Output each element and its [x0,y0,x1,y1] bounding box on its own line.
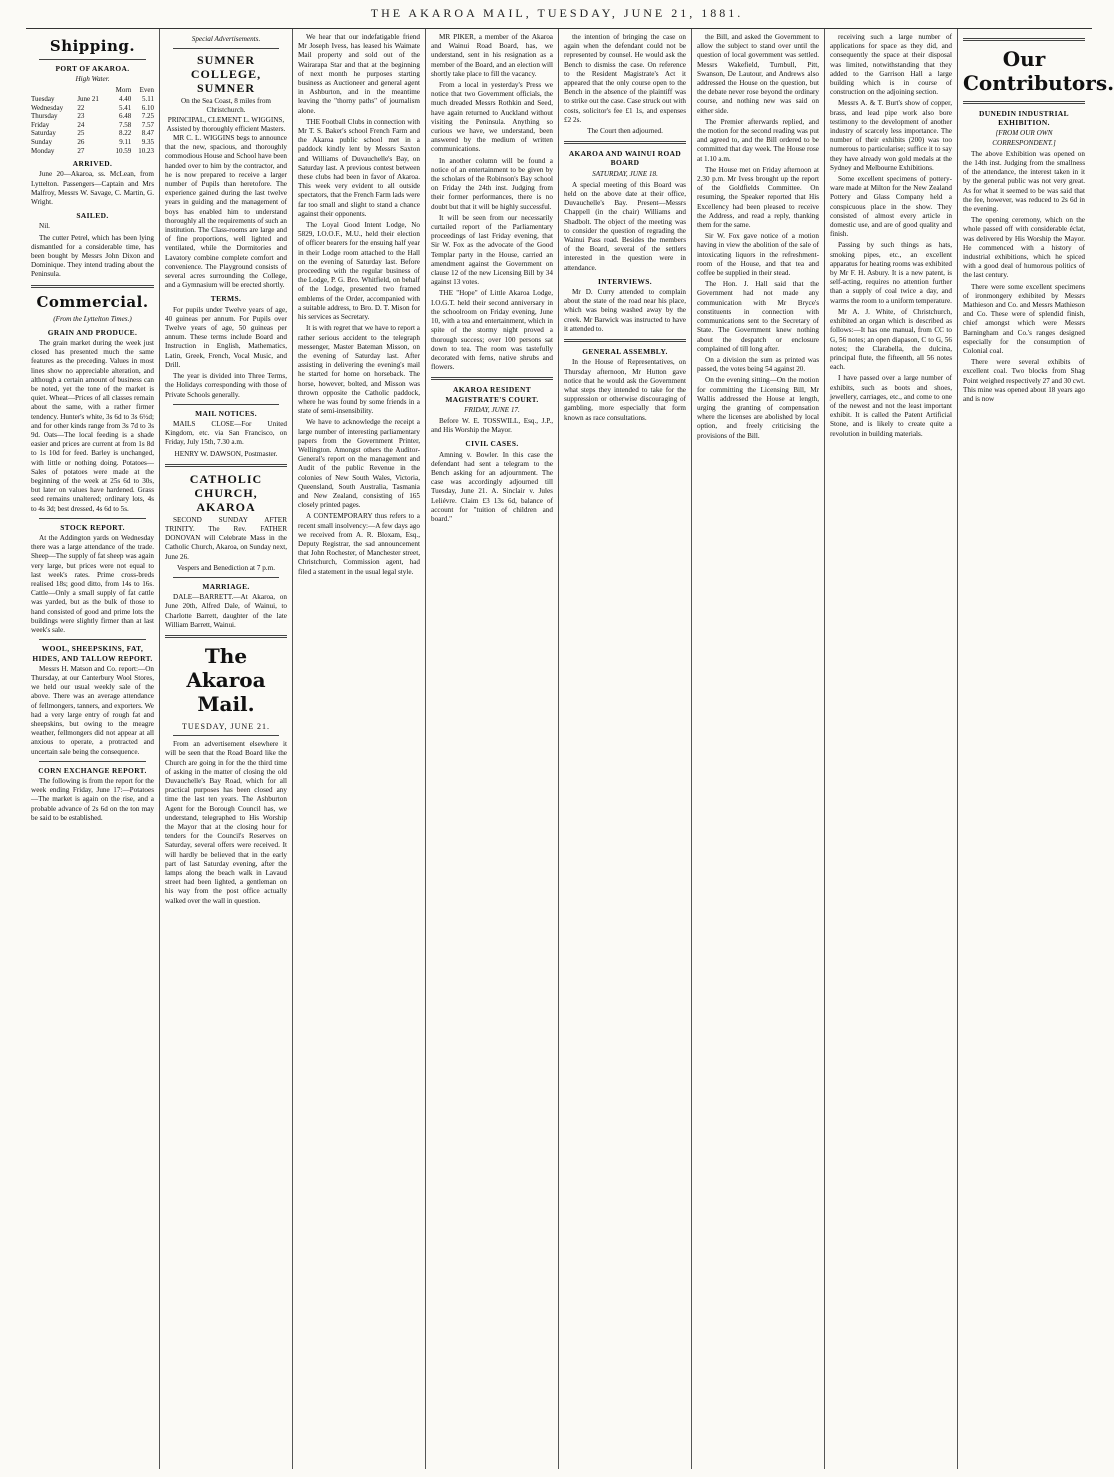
grain-text: The grain market during the week just closed has presented much the same features as the preceding. Values in most lines show no appreciable alteration, and although a certain amount of business can be noted, yet the tone of the market is quiet. Wheat—Prices of all classes remain about the same, with a rather firmer tendency. Hunter's white, 3s 6d to 3s 6½d; and for other kinds range from 3s 7d to 3s 9d. Oats—The local feeding is a shade easier and prices are current at from 1s 8d to 1s 10d for feed. Barley is unchanged, with little or nothing doing. Potatoes—Sales of potatoes were made at the beginning of the week at 25s 6d to 30s, but later on values have hardened. Grass seed remains unaltered; ordinary lots, 4s to 4s 3d; best dressed, 4s 6d to 5s. [31,339,154,513]
paper-title: The Akaroa Mail. [186,643,266,716]
wool-heading: WOOL, SHEEPSKINS, FAT, HIDES, AND TALLOW REPORT. [32,644,153,663]
cutter-text: The cutter Petrel, which has been lying dismantled for a considerable time, has been bought by Messrs John Dixon and Dominique. They intend trading about the Peninsula. [31,233,154,279]
tide-row: Monday 27 10.59 10.23 [31,146,154,155]
marriage-text: DALE—BARRETT.—At Akaroa, on June 20th, Alfred Dale, of Wainui, to Charlotte Barrett, daughter of the late William Barrett, Wainui. [165,593,287,629]
fox-motion-item: Sir W. Fox gave notice of a motion having in view the abolition of the sale of intoxicating liquors in the refreshment-room of the House, and that tea and coffee be supplied in their stead. [697,232,819,278]
arrived-heading: ARRIVED. [72,159,113,169]
road-board-heading: AKAROA AND WAINUI ROAD BOARD [568,149,682,168]
masthead: THE AKAROA MAIL, TUESDAY, JUNE 21, 1881. [370,6,744,20]
court-text: Amning v. Bowler. In this case the defendant had sent a telegram to the Bench asking for an adjournment. The case was accordingly adjourned till Tuesday, June 21. A. Sinclair v. Jules Leliévre. Claim £3 13s 6d, balance of account for "tuition of children and board." [431,450,553,523]
dunedin-heading: DUNEDIN INDUSTRIAL EXHIBITION. [979,109,1069,128]
church-title: CATHOLIC CHURCH, AKAROA [189,471,263,514]
road-board-text: A special meeting of this Board was held on the above date at their office, Duvauchelle's Bay. Present—Messrs Chappell (in the chair) Williams and Shadbolt. The object of the meeting was to consider the question of regrading the Wainui Pass road. Besides the members of the Board, several of the settlers interested in the question were in attendance. [564,180,686,272]
wool-text: Messrs H. Matson and Co. report:—On Thursday, at our Canterbury Wool Stores, we held our usual weekly sale of the above. There was an average attendance of fellmongers, tanners, and exporters. We had a very large entry of rough fat and sheepskins, but owing to the meagre weather, fellmongers did not appear at all anxious to operate, a protracted and uncertain sale being the consequence. [31,664,154,756]
assisted-line: Assisted by thoroughly efficient Masters. [166,124,286,133]
terms-text: For pupils under Twelve years of age, 40 guineas per annum. For Pupils over Twelve years of age, 50 guineas per annum. These terms include Board and Instruction in English, Mathematics, Latin, Greek, French, Vocal Music, and Drill. [165,305,287,369]
court-adjourned: The Court then adjourned. [587,127,663,136]
column-1 [26,29,159,1469]
year-text: The year is divided into Three Terms, the Holidays corresponding with those of Private Schools generally. [165,372,287,399]
column-6 [691,29,824,1469]
piker-item: MR PIKER, a member of the Akaroa and Wainui Road Board, has, we understand, sent in his resignation as a member of the Board, and an election will shortly take place to fill the vacancy. [431,33,553,78]
shipping-title: Shipping. [49,37,136,55]
stock-heading: STOCK REPORT. [60,522,125,532]
tide-row: Saturday 25 8.22 8.47 [31,129,154,138]
court-date: FRIDAY, JUNE 17. [464,405,520,414]
college-text: MR C. L. WIGGINS begs to announce that the new, spacious, and thoroughly commodious House and School have been handed over to him by the contractor, and he is now prepared to receive a larger number of Pupils than heretofore. The experience gained during the last twelve years in guiding and the management of boys has enabled him to understand thoroughly all the requirements of such an institution. The Class-rooms are large and of fine proportions, well lighted and ventilated, while the Dormitories and Lavatory combine complete comfort and convenience. The Playground consists of several acres surrounding the College, and a Gymnasium will be erected shortly. [165,134,287,290]
heating-item: Passing by such things as hats, smoking pipes, etc., an excellent apparatus for heating rooms was exhibited by Mr F. H. Asbury. It is a new patent, is self-acting, requires no attention further than a supply of coal twice a day, and warms the room to a uniform temperature. [830,241,952,305]
court-continued: the intention of bringing the case on again when the defendant could not be represented by counsel. He would ask the Bench to dismiss the case. On reference to the Resident Magistrate's Act it appeared that the only course open to the Bench in the absence of the plaintiff was to strike out the case. Case struck out with costs, solicitor's fee £1 1s, and expenses £2 2s. [564,33,686,124]
newspaper-page [26,28,1114,1469]
exhibition-space-item: receiving such a large number of applications for space as they did, and consequently the space at their disposal was limited, notwithstanding that they added to the Garrison Hall a large building which is in course of construction on the adjoining section. [830,33,952,97]
column-7 [824,29,957,1469]
premier-item: The Premier afterwards replied, and the motion for the second reading was put and agreed to, and the Bill ordered to be committed that day week. The House rose at 1.10 a.m. [697,117,819,163]
marriage-heading: MARRIAGE. [202,581,250,591]
interviews-text: Mr D. Curry attended to complain about the state of the road near his place, which was being washed away by the creek. Mr Barwick was instructed to have it attended to. [564,288,686,333]
college-title: SUMNER COLLEGE, SUMNER [190,53,262,96]
ceremony-item: The opening ceremony, which on the whole passed off with considerable éclat, was delivered by His Worship the Mayor. He commenced with a history of industrial exhibitions, which he spiced with a good deal of humorous politics of the last century. [963,216,1085,280]
tide-row: Friday 24 7.58 7.57 [31,120,154,129]
entertainment-item: In another column will be found a notice of an entertainment to be given by the scholars of the Robinson's Bay school on Friday the 24th inst. Judging from their former performances, there is no doubt but that it will be highly successful. [431,156,553,211]
friday-sitting-item: The House met on Friday afternoon at 2.30 p.m. Mr Ivess brought up the report of the Goldfields Committee. On resuming, the Speaker reported that His Excellency had been pleased to receive the Address, and read a reply, thanking them for the same. [697,165,819,230]
column-8 [957,29,1114,1469]
division-item: On a division the sum as printed was passed, the votes being 54 against 20. [697,355,819,374]
stone-item: I have passed over a large number of exhibits, such as boots and shoes, jewellery, carriages, etc., and come to one of the newest and not the least important exhibit. It is called the Patent Artificial Stone, and is likely to create quite a revolution in building materials. [830,374,952,438]
ivess-item: We hear that our indefatigable friend Mr Joseph Ivess, has leased his Waimate Mail property and sold out of the Wairarapa Star and that at the beginning of next month he purposes starting business as Auctioneer and general agent in Ashburton, and in the meantime leaving the "thorny paths" of journalism alone. [298,33,420,115]
church-text: SECOND SUNDAY AFTER TRINITY. The Rev. FATHER DONOVAN will Celebrate Mass in the Catholic Church, Akaroa, on Sunday next, June 26. [165,515,287,561]
pottery-item: Some excellent specimens of pottery-ware made at Milton for the New Zealand Pottery and Glass Company held a conspicuous place in the show. They consisted of almost every article in domestic use, and are of good quality and finish. [830,175,952,239]
insolvency-item: A CONTEMPORARY thus refers to a recent small insolvency:—A few days ago we received from A. R. Bloxam, Esq., Deputy Registrar, the sad announcement that John Rochester, of Manchester street, Christchurch, Commission agent, had filed a statement in the usual legal style. [298,512,420,576]
accident-item: It is with regret that we have to report a rather serious accident to the telegraph messenger, Master Bateman Misson, on the evening of Saturday last. After assisting in delivering the evening's mail he started for home on horseback. The horse, however, bolted, and Misson was thrown opposite the Catholic paddock, where he was found by some friends in a state of semi-insensibility. [298,324,420,416]
column-4 [425,29,558,1469]
church-vespers: Vespers and Benediction at 7 p.m. [176,563,275,572]
organ-item: Mr A. J. White, of Christchurch, exhibited an organ which is described as follows:—It has one manual, from CC to G, 56 notes; an open diapason, C to G, 56 notes; the Clarabella, the dulcina, principal flute, the fifteenth, all 56 notes each. [830,307,952,372]
ironmongery-item: There were some excellent specimens of ironmongery exhibited by Messrs Mathieson and Co. and Messrs Mathieson and Co. These were of splendid finish, chief amongst which were Messrs Barningham and Co.'s ranges designed especially for the consumption of Colonial coal. [963,282,1085,356]
court-before: Before W. E. TOSSWILL, Esq., J.P., and His Worship the Mayor. [431,416,553,435]
assembly-continued: the Bill, and asked the Government to allow the subject to stand over until the question of local government was settled. Messrs Wakefield, Turnbull, Pitt, Swanson, De Lautour, and Andrews also addressed the House on the question, but the debate never rose beyond the ordinary course, and nothing new was said on either side. [697,33,819,115]
tide-label: High Water. [75,75,110,84]
corn-text: The following is from the report for the week ending Friday, June 17:—Potatoes—The market is again on the rise, and a probable advance of 2s 6d on the ton may be said to be established. [31,776,154,822]
grain-heading: GRAIN AND PRODUCE. [47,327,138,337]
paper-date: TUESDAY, JUNE 21. [181,721,271,731]
sailed-text: Nil. [39,222,50,231]
papers-item: We have to acknowledge the receipt a large number of interesting parliamentary papers from the Government Printer, Wellington. Amongst others the Auditor-General's report on the management and Audit of the public Revenue in the colonies of New South Wales, Victoria, Queensland, South Australia, Tasmania and New Zealand, consisting of 165 closely printed pages. [298,418,420,510]
tide-header-row: Morn Even [115,86,154,95]
column-2 [159,29,292,1469]
special-ads-heading: Special Advertisements. [191,35,261,43]
coal-item: There were several exhibits of excellent coal. Two blocks from Shag Point weighed respectively 27 and 30 cwt. This mine was opened about 18 years ago and is now [963,358,1085,404]
civil-cases-heading: CIVIL CASES. [465,439,519,449]
tide-row: Tuesday June 21 4.40 5.11 [31,95,154,103]
sailed-heading: SAILED. [76,211,109,221]
football-item: THE Football Clubs in connection with Mr T. S. Baker's school French Farm and the Akaroa public school met in a paddock kindly lent by Messrs Saxton and Williams of Duvauchelle's Bay, on Saturday last. A previous contest between these clubs had been in favor of Akaroa. This week very evident to all outside spectators, that the French Farm lads were far too small and slight to stand a chance against their opponents. [298,117,420,218]
editorial-text: From an advertisement elsewhere it will be seen that the Road Board like the Church are going in for the the third time of asking in the matter of closing the old Duvauchelle's Bay Road, which for all practical purposes has been closed any time the last ten years. The Ashburton Agent for the Borough Council has, we understand, telegraphed to His Worship the Mayor that at the closing hour for tenders for the Council's Reserves on Saturday, several offers were received. It will hardly be believed that in the early part of last Saturday evening, after the lamps along the beach walk in Lavaud street had been lighted, a gentleman on his way from the post office actually walked over the wall in question. [165,740,287,905]
exhibition-opening-item: The above Exhibition was opened on the 14th inst. Judging from the smallness of the attendance, the interest taken in it by the general public was not very great. As for what it seemed to be was said that the fee, however, was reduced to 2s 6d in the evening. [963,149,1085,214]
tide-row: Wednesday 22 5.41 6.10 [31,103,154,112]
mail-signature: HENRY W. DAWSON, Postmaster. [174,449,278,458]
hall-reply-item: The Hon. J. Hall said that the Government had not made any communication with Mr Bryce's constituents in connection with communications sent to the Secretary of State. The Government knew nothing about the despatch or enclosure complained of till long after. [697,280,819,353]
evening-sitting-item: On the evening sitting—On the motion for committing the Licensing Bill, Mr Wallis addressed the House at length, urging the granting of compensation where the licenses are abolished by local option, and freely criticising the provisions of the Bill. [697,376,819,440]
road-board-date: SATURDAY, JUNE 18. [592,169,658,178]
contributors-title: Our Contributors. [963,47,1114,95]
burt-item: Messrs A. & T. Burt's show of copper, brass, and lead pipe work also bore testimony to the development of another industry of scarcely less importance. The number of their exhibits (200) was too numerous to particularise; suffice it to say they have already won gold medals at the Sydney and Melbourne Exhibitions. [830,99,952,172]
stock-text: At the Addington yards on Wednesday there was a large attendance of the trade. Sheep—The supply of fat sheep was again very large, but prices were not equal to last week's rates. Prime cross-breds realised 18s; good ditto, from 14s to 16s. Cattle—Only a small supply of fat cattle was yarded, but as the bulk of those to hand consisted of good and prime lots the buildings were slightly firmer than at last week's sale. [31,534,154,635]
mail-text: MAILS CLOSE—For United Kingdom, etc. via San Francisco, on Friday, July 15th, 7.30 a.m. [165,419,287,447]
commercial-title: Commercial. [36,292,149,311]
arrived-text: June 20—Akaroa, ss. McLean, from Lyttelton. Passengers—Captain and Mrs Malfroy, Messrs W. Savage, C. Martin, G. Wright. [31,170,154,206]
tide-row: Sunday 26 9.11 9.35 [31,137,154,146]
interviews-heading: INTERVIEWS. [597,276,653,286]
terms-heading: TERMS. [210,294,242,304]
assembly-heading: GENERAL ASSEMBLY. [582,347,668,357]
court-heading: AKAROA RESIDENT MAGISTRATE'S COURT. [445,385,539,404]
column-3 [292,29,425,1469]
tide-row: Thursday 23 6.48 7.25 [31,112,154,121]
lodge-item: The Loyal Good Intent Lodge, No 5829, I.O.O.F., M.U., held their election of officer bearers for the ensuing half year in their Lodge room attached to the Hall on the evening of Saturday last. Before proceeding with the regular business of the Lodge, P. G. Bro. Whitfield, on behalf of the Lodge, presented two framed emblems of the Order, accompanied with a suitable address, to Bro. D. T. Mison for his services as Secretary. [298,221,420,322]
tide-table [31,86,154,155]
principal-line: PRINCIPAL, CLEMENT L. WIGGINS, [167,115,285,124]
officials-item: From a local in yesterday's Press we notice that two Government officials, the much dreaded Messrs Rothkin and Seed, have again returned to Auckland without visiting the Peninsula. Anything so curious we have, we understand, been answered by the medium of written communications. [431,81,553,154]
assembly-text: In the House of Representatives, on Thursday afternoon, Mr Hutton gave notice that he would ask the Government what steps they intended to take for the suppression or otherwise discouraging of gambling, more especially that form known as race consultations. [564,358,686,422]
mail-heading: MAIL NOTICES. [195,408,257,418]
hope-lodge-item: THE "Hope" of Little Akaroa Lodge, I.O.G.T. held their second anniversary in the schoolroom on Friday evening, June 10, with a tea and entertainment, which in spite of the stormy night proved a thorough success; over 100 persons sat down to tea. The room was tastefully decorated with ferns, native shrubs and flowers. [431,289,553,372]
corn-heading: CORN EXCHANGE REPORT. [38,765,147,775]
own-correspondent: [FROM OUR OWN CORRESPONDENT.] [992,129,1056,147]
column-5 [558,29,691,1469]
licensing-item: It will be seen from our necessarily curtailed report of the Parliamentary proceedings of last Friday evening, that Sir W. Fox as the advocate of the Good Templar party in the House, carried an amendment against the Government on clause 12 of the new Licensing Bill by 34 against 13 votes. [431,213,553,287]
port-heading: PORT OF AKAROA. [55,64,130,73]
commercial-source: (From the Lyttelton Times.) [53,314,132,323]
college-subtitle: On the Sea Coast, 8 miles from Christchurch. [180,97,272,115]
